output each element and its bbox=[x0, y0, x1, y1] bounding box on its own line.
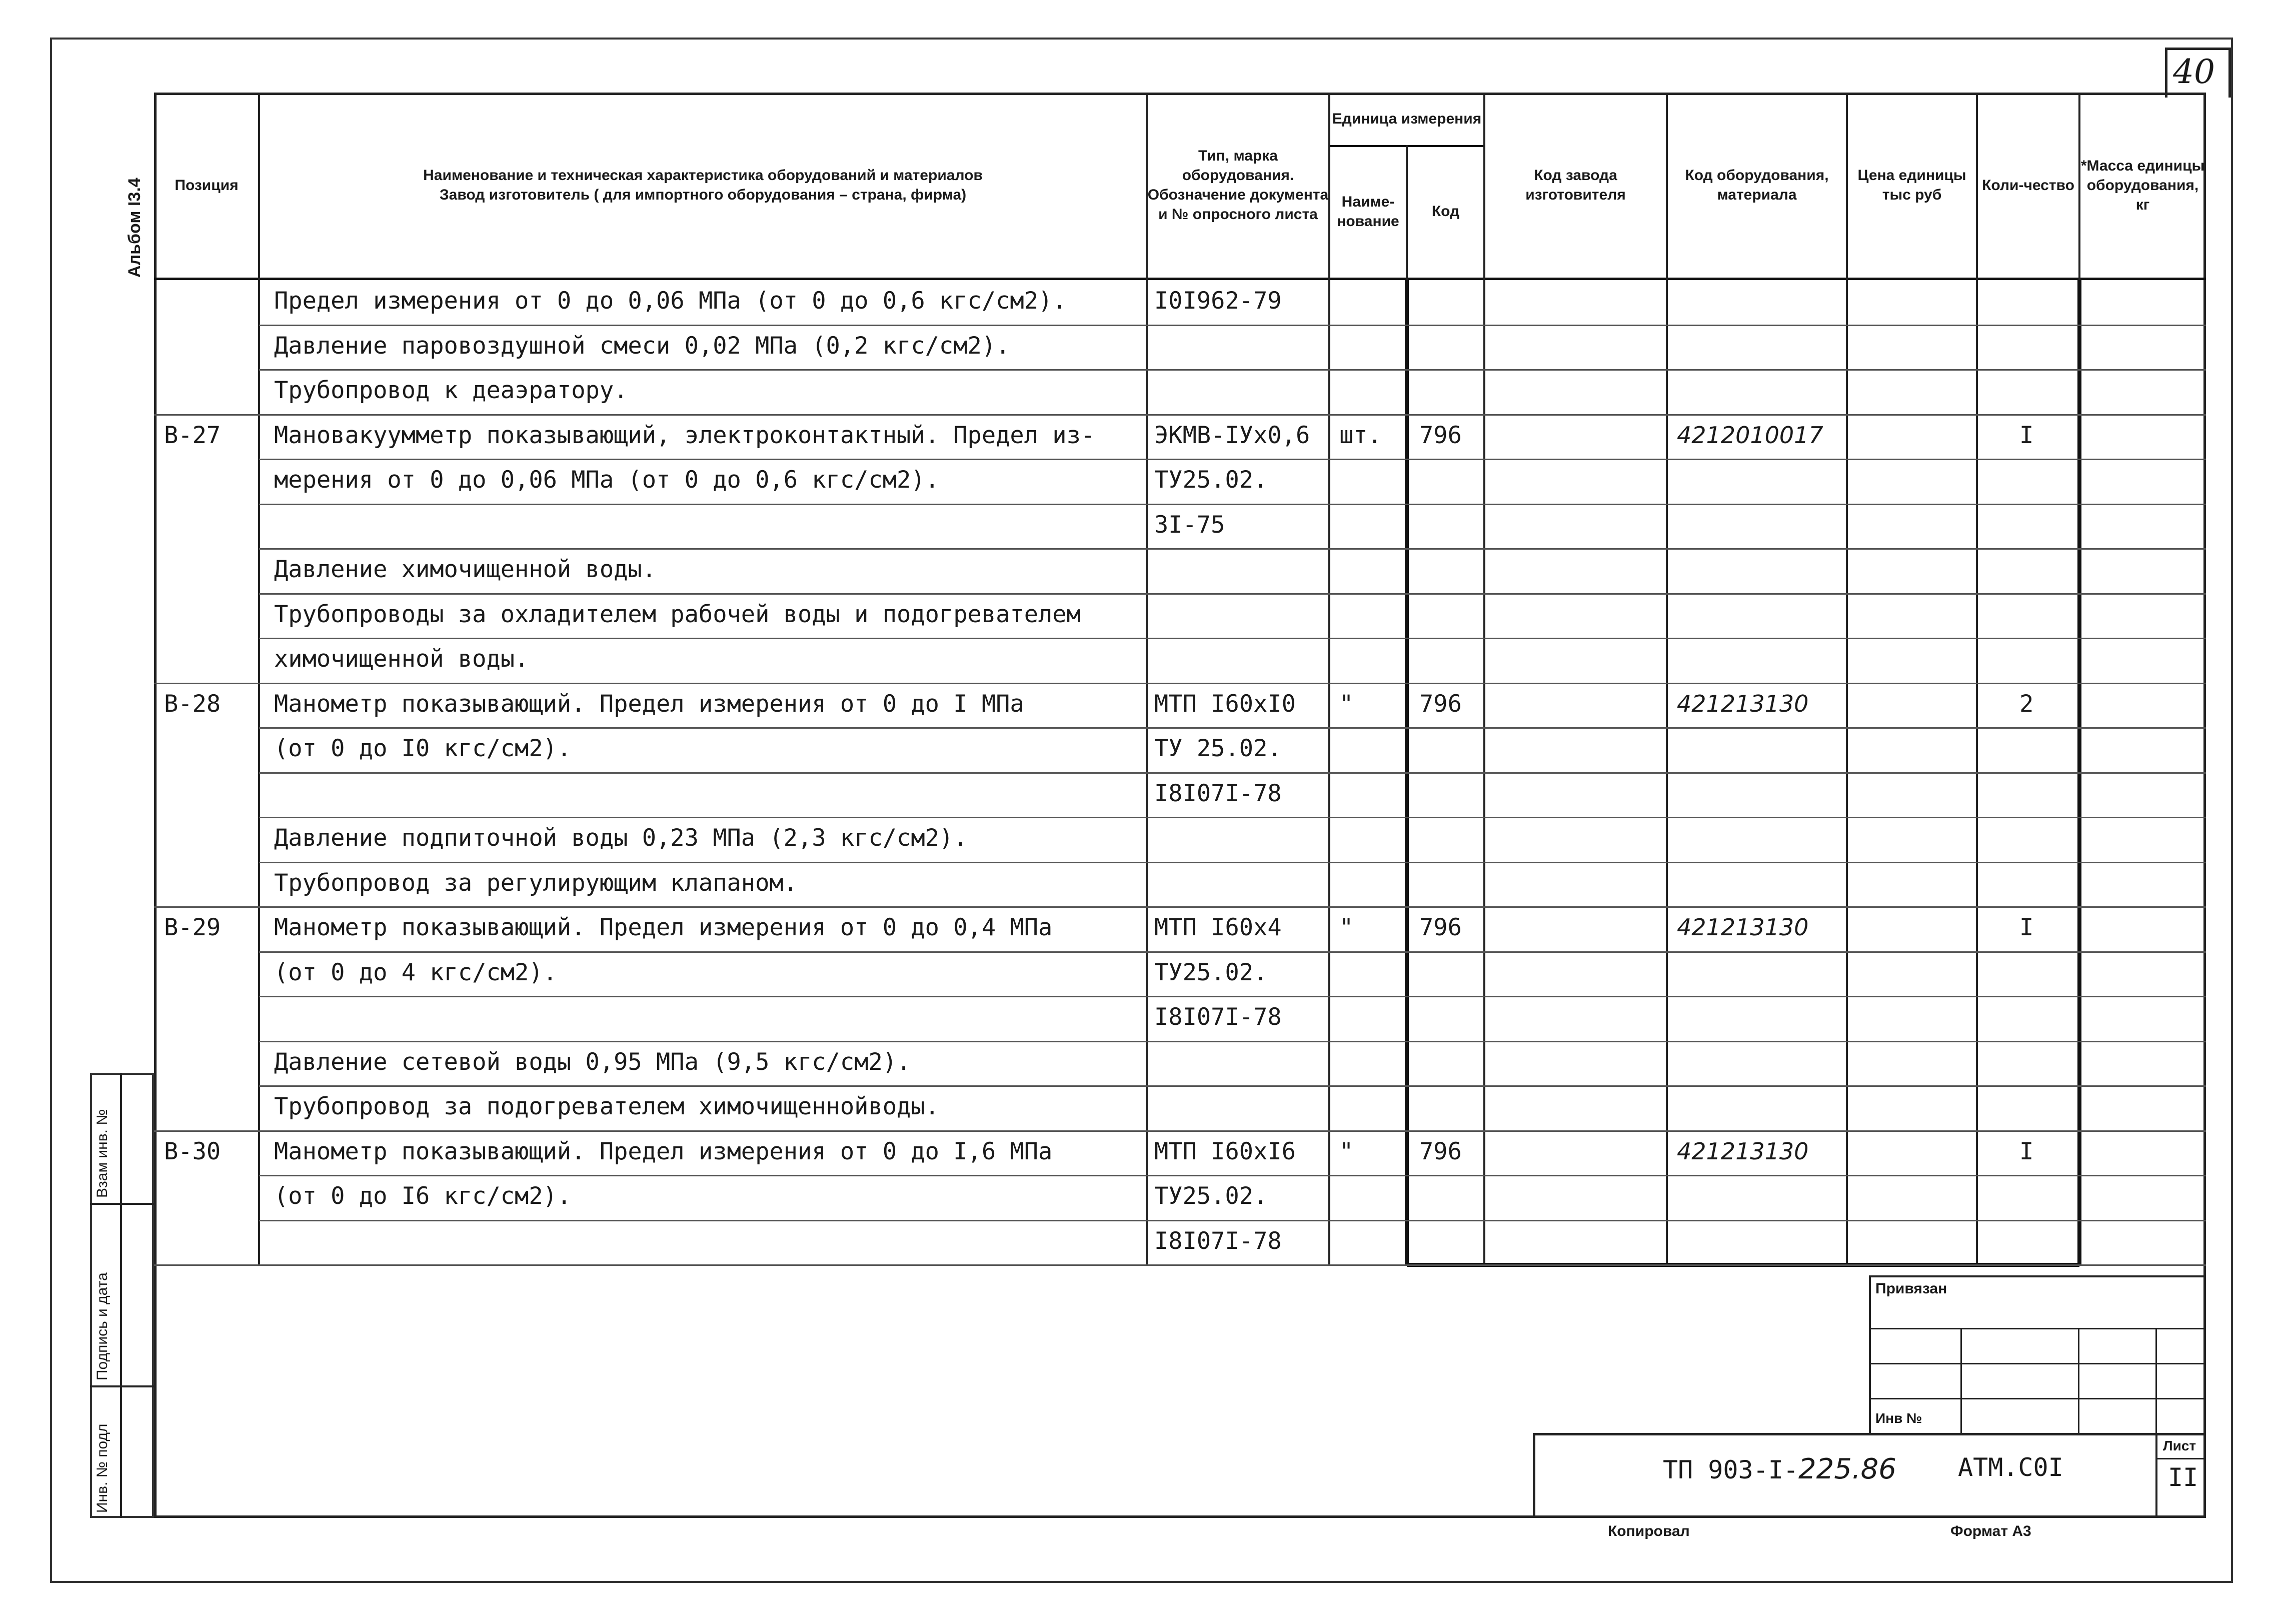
cell-qty: 2 bbox=[2019, 690, 2034, 718]
cell-qty: I bbox=[2019, 421, 2034, 449]
cell-type: ТУ25.02. bbox=[1154, 1182, 1268, 1210]
cell-name: Давление паровоздушной смеси 0,02 МПа (0,2 кгс/см2). bbox=[274, 332, 1010, 360]
header-price: Цена единицы тыс руб bbox=[1857, 167, 1966, 203]
cell-position: В-28 bbox=[164, 690, 221, 718]
stamp-kopiroval: Копировал bbox=[1608, 1523, 1690, 1539]
cell-name: химочищенной воды. bbox=[274, 645, 529, 673]
doc-code bbox=[1663, 1453, 1896, 1485]
header-equip-code: Код оборудования, материала bbox=[1685, 167, 1829, 203]
cell-equip-code: 421213130 bbox=[1677, 914, 1809, 941]
cell-type: I8I07I-78 bbox=[1154, 1227, 1282, 1255]
cell-equip-code: 421213130 bbox=[1677, 690, 1809, 717]
cell-name: Давление подпиточной воды 0,23 МПа (2,3 кгс/см2). bbox=[274, 824, 968, 852]
cell-name: Мановакуумметр показывающий, электроконтактный. Предел из- bbox=[274, 421, 1095, 449]
cell-name: Давление сетевой воды 0,95 МПа (9,5 кгс/см2). bbox=[274, 1048, 911, 1076]
cell-name: (от 0 до I6 кгс/см2). bbox=[274, 1182, 572, 1210]
stamp-list-no: II bbox=[2168, 1463, 2198, 1492]
cell-name: (от 0 до 4 кгс/см2). bbox=[274, 958, 557, 986]
cell-type: 3I-75 bbox=[1154, 511, 1225, 539]
cell-name: мерения от 0 до 0,06 МПа (от 0 до 0,6 кгс/см2). bbox=[274, 466, 939, 494]
margin-inv: Инв. № подл bbox=[94, 1423, 111, 1513]
header-plant-code: Код завода изготовителя bbox=[1525, 167, 1626, 203]
header-position: Позиция bbox=[175, 177, 239, 194]
stamp-list-label: Лист bbox=[2163, 1438, 2196, 1453]
cell-type: МТП I60х4 bbox=[1154, 914, 1282, 941]
header-unit-name: Наиме-нование bbox=[1337, 193, 1399, 230]
header-type: Тип, марка оборудования. Обозначение документа и № опросного листа bbox=[1147, 148, 1329, 223]
cell-equip-code: 421213130 bbox=[1677, 1137, 1809, 1165]
cell-qty: I bbox=[2019, 914, 2034, 941]
cell-name: Давление химочищенной воды. bbox=[274, 556, 657, 583]
cell-name: Манометр показывающий. Предел измерения от 0 до 0,4 МПа bbox=[274, 914, 1053, 941]
cell-type: ТУ25.02. bbox=[1154, 958, 1268, 986]
cell-type: I8I07I-78 bbox=[1154, 779, 1282, 807]
cell-name: (от 0 до I0 кгс/см2). bbox=[274, 735, 572, 762]
cell-type: МТП I60хI0 bbox=[1154, 690, 1296, 718]
cell-type: ТУ25.02. bbox=[1154, 466, 1268, 494]
cell-equip-code: 4212010017 bbox=[1677, 421, 1823, 449]
stamp-privyazan: Привязан bbox=[1875, 1280, 1947, 1297]
cell-name: Трубопроводы за охладителем рабочей воды и подогревателем bbox=[274, 600, 1081, 628]
cell-unit-code: 796 bbox=[1419, 421, 1462, 449]
cell-position: В-29 bbox=[164, 914, 221, 941]
cell-type: I0I962-79 bbox=[1154, 287, 1282, 315]
cell-type: ЭКМВ-IУх0,6 bbox=[1154, 421, 1310, 449]
cell-unit-code: 796 bbox=[1419, 1137, 1462, 1165]
doc-code-number: 225.86 bbox=[1798, 1453, 1896, 1485]
cell-name: Предел измерения от 0 до 0,06 МПа (от 0 до 0,6 кгс/см2). bbox=[274, 287, 1067, 315]
doc-mark: АТМ.С0I bbox=[1958, 1453, 2063, 1482]
header-unit-code: Код bbox=[1431, 203, 1460, 220]
header-mass: *Масса единицы оборудования, кг bbox=[2080, 157, 2205, 213]
cell-name: Трубопровод за регулирующим клапаном. bbox=[274, 869, 798, 897]
cell-position: В-30 bbox=[164, 1137, 221, 1165]
cell-type: ТУ 25.02. bbox=[1154, 735, 1282, 762]
album-label: Альбом I3.4 bbox=[125, 178, 144, 278]
doc-code-prefix: ТП 903-I- bbox=[1663, 1455, 1798, 1484]
sheet-number: 40 bbox=[2173, 53, 2215, 91]
margin-vzam: Взам инв. № bbox=[94, 1109, 111, 1198]
cell-unit-name: " bbox=[1339, 1137, 1354, 1165]
stamp-inv-no: Инв № bbox=[1875, 1410, 1922, 1426]
cell-name: Манометр показывающий. Предел измерения от 0 до I МПа bbox=[274, 690, 1024, 718]
cell-type: МТП I60хI6 bbox=[1154, 1137, 1296, 1165]
cell-unit-name: шт. bbox=[1339, 421, 1382, 449]
cell-name: Манометр показывающий. Предел измерения от 0 до I,6 МПа bbox=[274, 1137, 1053, 1165]
cell-type: I8I07I-78 bbox=[1154, 1003, 1282, 1031]
cell-unit-name: " bbox=[1339, 690, 1354, 718]
header-name: Наименование и техническая характеристика оборудований и материалов Завод изготовитель ( для импортного оборудования – страна, фирма) bbox=[423, 167, 983, 203]
cell-unit-code: 796 bbox=[1419, 690, 1462, 718]
cell-unit-name: " bbox=[1339, 914, 1354, 941]
cell-unit-code: 796 bbox=[1419, 914, 1462, 941]
header-unit: Единица измерения bbox=[1332, 111, 1482, 127]
cell-name: Трубопровод к деаэратору. bbox=[274, 377, 628, 404]
cell-qty: I bbox=[2019, 1137, 2034, 1165]
stamp-format: Формат А3 bbox=[1950, 1523, 2031, 1539]
cell-name: Трубопровод за подогревателем химочищеннойводы. bbox=[274, 1093, 939, 1120]
cell-position: В-27 bbox=[164, 421, 221, 449]
margin-sign: Подпись и дата bbox=[94, 1272, 111, 1380]
header-qty: Коли-чество bbox=[1982, 177, 2074, 194]
